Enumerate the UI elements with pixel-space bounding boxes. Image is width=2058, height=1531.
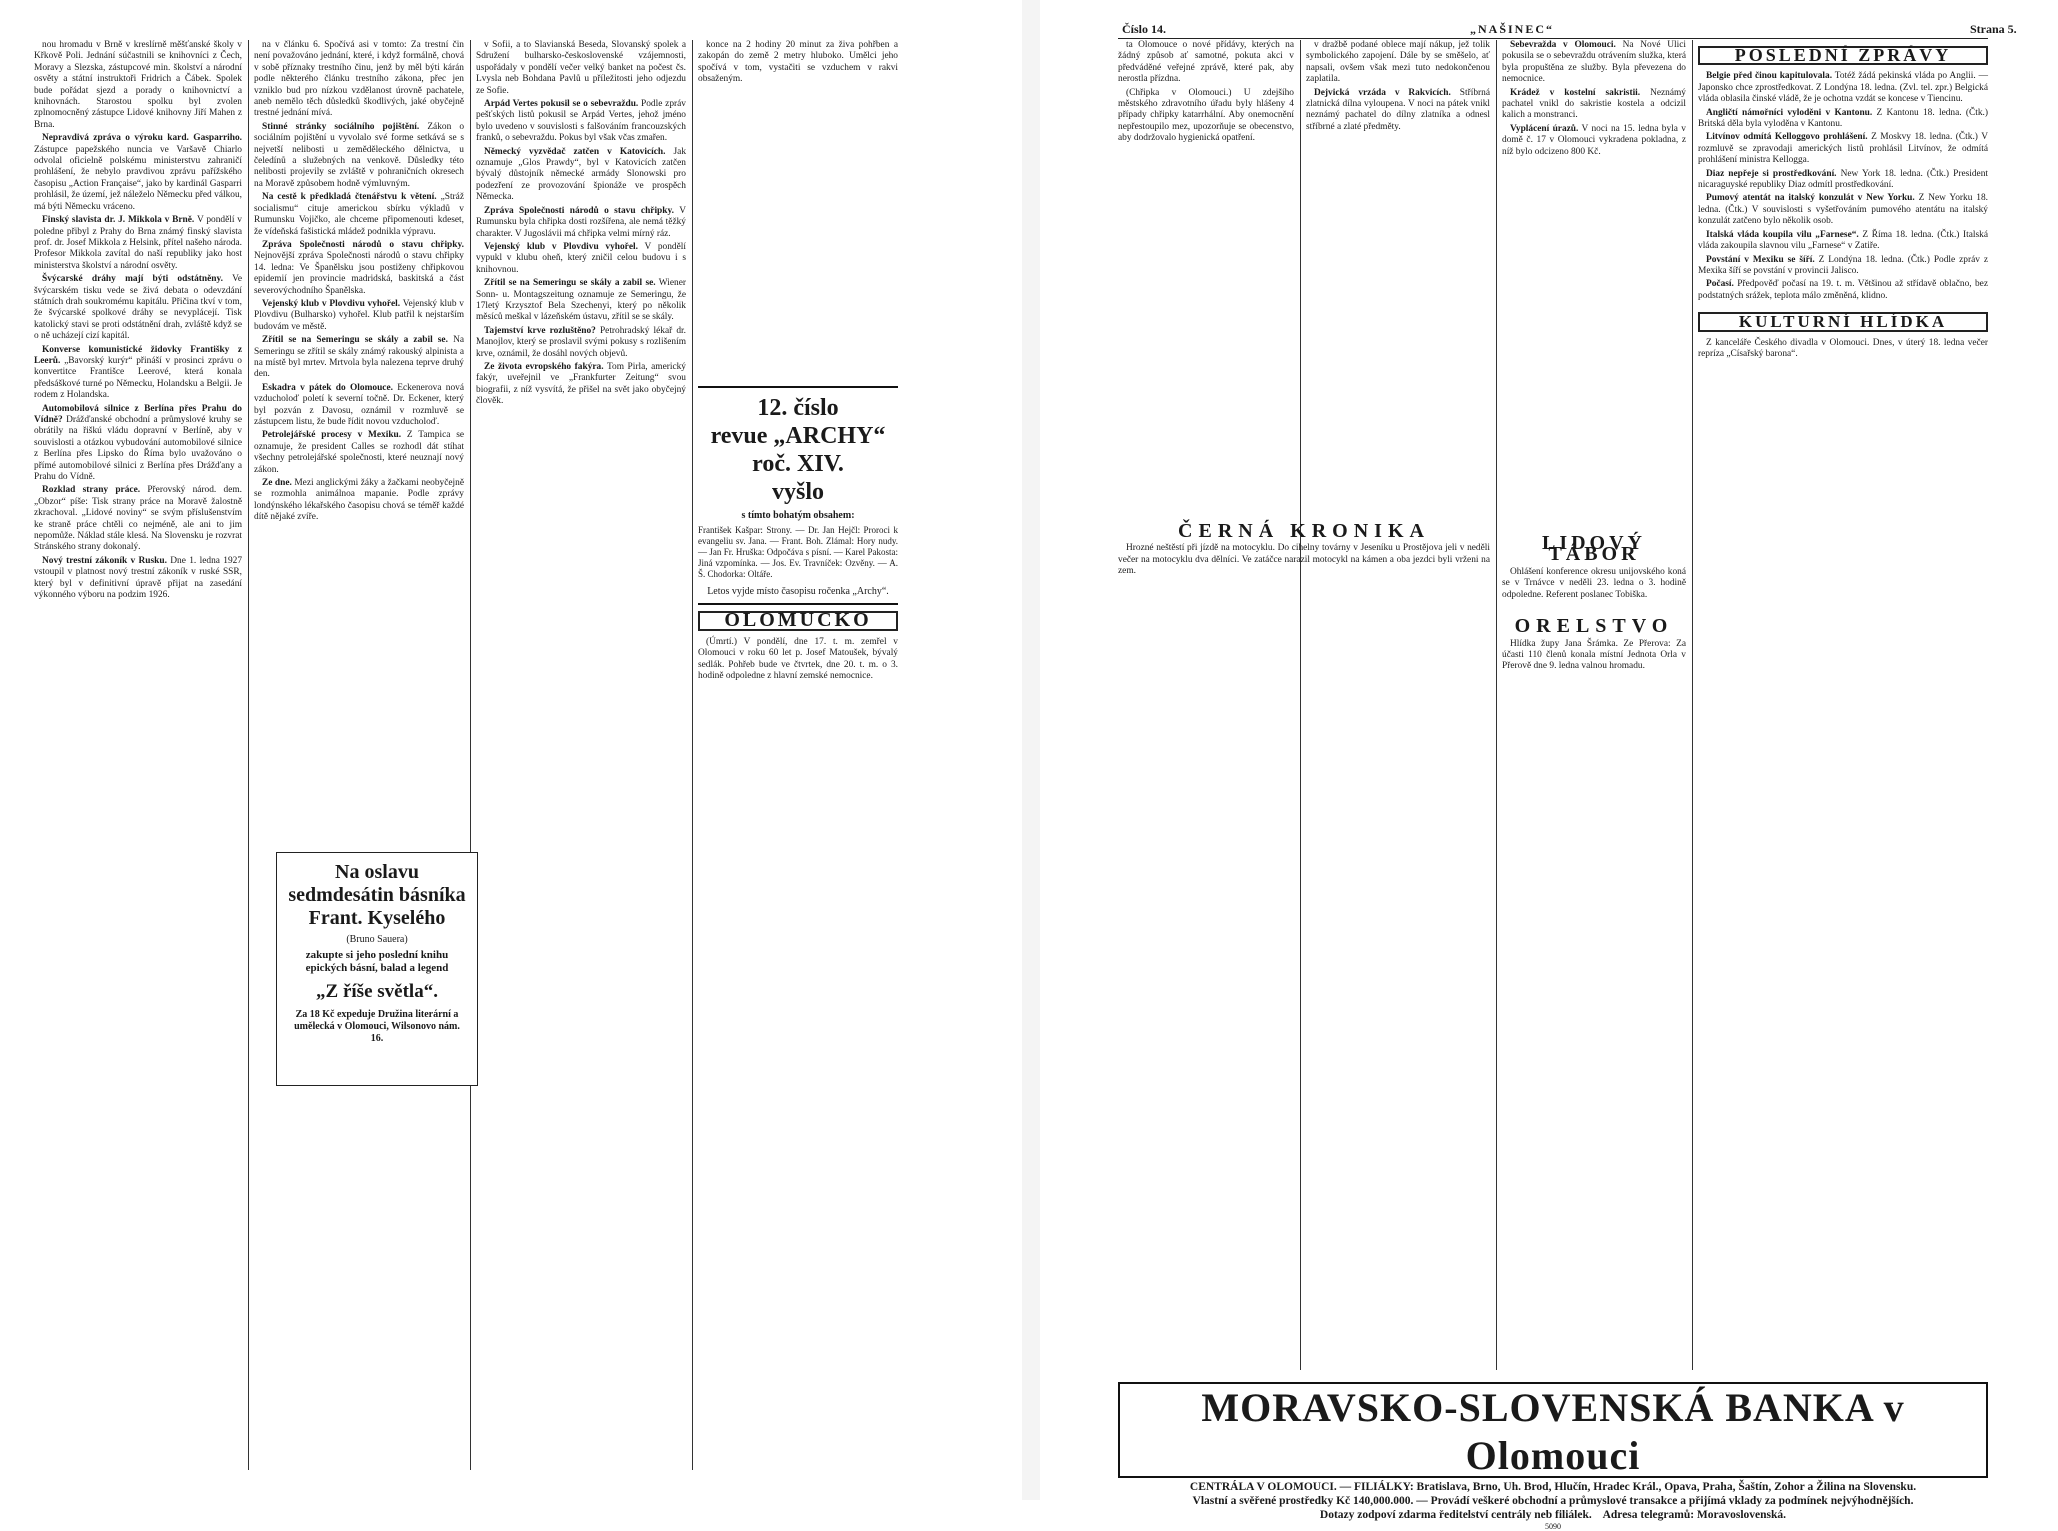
article-text: v Sofii, a to Slavianská Beseda, Slovanský spolek a Sdružení bulharsko-československé vzájemnosti, uspořádaly v pondělí večer velký banket na počest čs. Lvysla neb Bohdana Pavlů u příležitosti jeho odjezdu ze Sofie. (476, 40, 686, 96)
article (254, 192, 464, 238)
article-text: Přerovský národ. dem. „Obzor“ píše: Tisk strany práce na Moravě žalostně zkrachoval. „Lidové noviny“ se svým příslušenstvím ke straně práce chtěli co nejméně, ale ani to jim nepomůže. Náklad stále klesá. Na Slovensku je rozvrat Stránského strany dokonalý. (34, 485, 243, 553)
article-text: Vejenský klub v Plovdivu (Bulharsko) vyhořel. Klub patřil k nejstarším budovám ve městě. (254, 298, 464, 332)
article-text: Z New Yorku 18. ledna. (Čtk.) V souvislosti s vyšetřováním pumového atentátu na italský konzulát zatčeno bylo několik osob. (1698, 193, 1989, 227)
article (476, 242, 686, 276)
cerna-kronika-section (1118, 520, 1490, 720)
article (254, 335, 464, 381)
lidovy-tabor-section (1502, 532, 1686, 601)
article-text: Zákon o sociálním pojištění u vyvolalo své forme setkává se s nejvetší nelibosti u zeměděleckého dělnictva, u čeledínů a služebných na venkově. Důsledky této nelibosti projevily se zvláště v pohraničních okresech na Moravě způsobem hodně výmluvným. (254, 121, 465, 189)
article-heading: Rozklad strany práce. (42, 485, 141, 496)
article (1698, 132, 1988, 166)
article (34, 345, 242, 402)
archy-content: František Kašpar: Strony. — Dr. Jan Hejčl: Proroci k evangeliu sv. Jana. — Frant. Boh. Zlámal: Hory nudy. — Jan Fr. Hruška: Odpočáva s písní. — Karel Pakosta: Jiná vzpomínka. — Jos. Ev. Travníček: Ozvěny. — A. Š. Chodorka: Oltáře. (698, 525, 898, 580)
article-list-col1 (34, 40, 242, 602)
article-text: V Rumunsku byla chřipka dosti rozšířena, ale nemá těžký charakter. V Jugoslávii má chřipka velmi mírný ráz. (476, 205, 686, 239)
article (34, 215, 242, 272)
article (476, 99, 686, 145)
article-text: Stříbrná zlatnická dílna vyloupena. V noci na pátek vnikl neznámý pachatel do dílny zlatníka a odnesl stříbrné a zlaté předměty. (1306, 87, 1490, 132)
right-column-4 (1698, 40, 1988, 1370)
article-heading: Petrolejářské procesy v Mexiku. (262, 430, 402, 441)
bank-branches: CENTRÁLA V OLOMOUCI. — FILIÁLKY: Bratislava, Brno, Uh. Brod, Hlučín, Hradec Král., Opava, Praha, Šaštín, Zohor a Žilina na Slovensku. (1189, 1481, 1917, 1493)
cerna-kronika-text: Hrozné neštěstí při jízdě na motocyklu. Do cihelny továrny v Jeseníku u Prostějova jeli v neděli večer na motocyklu dva dělníci. Ve zatáčce narazil motocykl na kámen a oba jezdci byli vrženi na zem. (1118, 543, 1490, 577)
article-text: Z Moskvy 18. ledna. (Čtk.) V rozmluvě se zpravodaji amerických listů prohlásil Litvínov, že odmítá prohlášení ministra Kellogga. (1698, 132, 1988, 166)
article-heading: Litvínov odmítá Kelloggovo prohlášení. (1706, 132, 1868, 143)
right-page (1040, 0, 2058, 1531)
archy-number: 12. číslo (757, 394, 839, 421)
article (34, 274, 242, 342)
article (34, 404, 242, 484)
article-text: Drážďanské obchodní a průmyslové kruhy se obrátily na řiškú vládu dopravní v Berlíně, aby v souvislosti a otázkou vybudování automobilové silnice z Berlína přes Lipsko do Říma bylo uvažováno o přímé automobilové silnici z Berlína přes Drážďany a Prahu do Vídně. (34, 415, 242, 483)
article-heading: Belgie před činou kapitulovala. (1706, 71, 1833, 82)
article-heading: Vyplácení úrazů. (1510, 123, 1579, 134)
article-heading: Počasí. (1706, 279, 1734, 290)
news-list (1698, 71, 1988, 302)
article-text: v dražbě podané oblece mají nákup, jež tolik symbolického zapojení. Dále by se směšelo, ať napsali, ovšem však mezi tuto nedokončenou zaplatila. (1306, 40, 1490, 85)
article-heading: Sebevražda v Olomouci. (1510, 40, 1616, 50)
archy-sub: s tímto bohatým obsahem: (741, 509, 855, 521)
article (254, 40, 464, 120)
left-column-4 (698, 40, 898, 1470)
article-text: ta Olomouce o nové přídávy, kterých na žádný způsob ať samotné, pokuta akci v předváděné veřejné zprávě, které pak, aby nerostla přízdna. (1118, 40, 1294, 85)
article-heading: Dejvická vrzáda v Rakvicích. (1314, 87, 1451, 98)
article-text: Neznámý pachatel vnikl do sakristie kostela a odcizil kalich a monstranci. (1502, 87, 1686, 121)
kulturni-hlidka-text: Z kanceláře Českého divadla v Olomouci. Dnes, v úterý 18. ledna večer repríza „Císařský barona“. (1698, 337, 1988, 359)
article-text: Totéž žádá pekinská vláda po Anglii. — Japonsko chce zprostředkovat. Z Londýna 18. ledna. (Zvl. tel. zpr.) Belgická vláda oblasila činské vládě, že je ochotna vzdát se koncese v Tiencinu. (1698, 71, 1988, 105)
article-heading: Eskadra v pátek do Olomouce. (262, 382, 393, 393)
article (34, 556, 242, 602)
article-heading: Německý vyzvědač zatčen v Katovicích. (484, 146, 666, 157)
bank-contact (1120, 1508, 1986, 1522)
article-text: Z Tampica se oznamuje, že president Calles se rozhodl dát stíhat všechny petrolejářské společnosti, které neuznají nový zákon. (254, 430, 464, 475)
article-text: nou hromadu v Brně v kreslírně měšťanské školy v Křkově Poli. Jednání súčastnili se knihovníci z Čech, Moravy a Slezska, zástupcové min. školství a národní osvěty a státní instruktoři Fridrich a Čábek. Spolek bude pořádat sjezd a porady o knihovnictví a knihovnách. Starostou spolku byl zvolen zplnomocněný zástupce Lidové knihovny Jiří Mahen z Brna. (34, 40, 242, 130)
article (254, 122, 464, 190)
bank-capital: Vlastní a svěřené prostředky Kč 140,000.000. — Provádí veškeré obchodní a průmyslové transakce a přijímá vklady za podmínek nejvýhodnějších. (1192, 1495, 1914, 1507)
article-text: Podle zpráv pešťských listů pokusil se Arpád Vertes, jehož jméno bylo uvedeno v souvislosti s falšováním francouzských franků, o sebevraždu. Pokus byl však včas zmařen. (476, 99, 686, 144)
article-text: Na Nové Ulici pokusila se o sebevraždu otrávením služka, která byla propuštěna ze služby. Byla převezena do nemocnice. (1502, 40, 1687, 85)
article-heading: Angličtí námořníci vyloděni v Kantonu. (1706, 107, 1873, 118)
article (1698, 279, 1988, 302)
article (1698, 230, 1988, 253)
article-heading: Švýcarské dráhy mají býti odstátněny. (42, 274, 224, 285)
article-heading: Zřítil se na Semeringu se skály a zabil se. (484, 278, 656, 289)
article (254, 240, 464, 297)
article-heading: Vejenský klub v Plovdivu vyhořel. (484, 241, 638, 252)
left-column-1 (34, 40, 242, 1470)
orelstvo-text: Hlídka župy Jana Šrámka. Ze Přerova: Za účasti 110 členů konala místní Jednota Orla v Přerově dne 9. ledna valnou hromadu. (1502, 638, 1686, 672)
article (254, 430, 464, 476)
article-text: V pondělí v poledne přibyl z Prahy do Brna známý finský slavista prof. dr. Josef Mikkola z Helsink, přítel našeho národa. Profesor Mikkola zavítal do naší republiky jako host ministerstva školství a národní osvěty. (34, 215, 242, 271)
column-rule (470, 40, 471, 1470)
left-column-3 (476, 40, 686, 1470)
article-text: Dne 1. ledna 1927 vstoupil v platnost nový trestní zákoník v ruské SSR, který byl v definitivní úpravě přijat na zasedání výkonného výboru na podzim 1926. (34, 555, 243, 601)
article-heading: Na cestě k předkladá čtenářstvu k větení. (262, 192, 437, 203)
article (1698, 71, 1988, 105)
article-heading: Krádež v kostelní sakristii. (1510, 87, 1641, 98)
bank-telegram: Adresa telegramů: Moravoslovenská. (1602, 1509, 1787, 1521)
bank-contact-text: Dotazy zodpoví zdarma ředitelství centrály neb filiálek. (1319, 1509, 1592, 1521)
article (34, 485, 242, 553)
archy-footer: Letos vyjde místo časopisu ročenka „Archy“. (707, 586, 889, 598)
paper-name: „NAŠINEC“ (1470, 22, 1555, 36)
cerna-kronika-heading: ČERNÁ KRONIKA (1178, 520, 1430, 542)
article-heading: Zřítil se na Semeringu se skály a zabil se. (262, 335, 448, 346)
bank-title: MORAVSKO-SLOVENSKÁ BANKA v Olomouci (1201, 1385, 1905, 1478)
article-text: „Stráž socialismu“ cituje americkou sbírku výkladů v Rumunsku Vojičko, ale chceme připomenouti kdeset, že vídeňská fašistická mládež podnikla výpravu. (254, 192, 464, 237)
olomucko-heading: OLOMUCKO (698, 611, 898, 630)
article-heading: Finský slavista dr. J. Mikkola v Brně. (42, 215, 195, 226)
orelstvo-heading: ORELSTVO (1514, 615, 1674, 638)
article-heading: Ze dne. (262, 478, 292, 489)
article-heading: Diaz nepřeje si prostředkování. (1706, 168, 1837, 179)
article-heading: Tajemství krve rozluštěno? (484, 325, 596, 336)
header-rule (1118, 38, 1988, 39)
article-text: Z Londýna 18. ledna. (Čtk.) Podle zpráv z Mexika šíří se povstání v provincii Jalisco. (1698, 254, 1989, 276)
article-text: Eckenerova nová vzducholoď poletí k severní točně. Dr. Eckener, který byl pozván z Davosu, oznámil v rozmluvě se zástupcem listu, že bude řídit novou vzducholoď. (254, 382, 465, 427)
ad-author: (Bruno Sauera) (346, 934, 408, 945)
page-number: Strana 5. (1970, 22, 2017, 36)
article-heading: Vejenský klub v Plovdivu vyhořel. (262, 298, 401, 309)
archy-notice (698, 386, 898, 606)
article-heading: Zpráva Společnosti národů o stavu chřipky. (484, 205, 674, 216)
article (1698, 169, 1988, 192)
article (476, 326, 686, 360)
article-heading: Nový trestní zákoník v Rusku. (42, 555, 167, 566)
article-text: Na Semeringu se zřítil se skály známý rakouský alpinista a na místě byl mrtev. Mrtvola byla nalezena teprve druhý den. (254, 335, 465, 380)
archy-title: revue „ARCHY“ roč. XIV. (710, 422, 886, 477)
article-heading: Stinné stránky sociálního pojištění. (262, 121, 420, 132)
article (254, 299, 464, 333)
article-text: New York 18. ledna. (Čtk.) President nicaraguyské republiky Diaz odmítl prostředkování. (1698, 168, 1989, 191)
article-text: V pondělí vypukl v klubu oheň, který zničil celou budovu i s knihovnou. (476, 241, 686, 275)
article (254, 383, 464, 429)
article-list-col3 (476, 40, 686, 408)
article-text: Z Kantonu 18. ledna. (Čtk.) Britská děla byla vyloděna v Kantonu. (1698, 107, 1988, 130)
article-heading: Ze života evropského fakýra. (484, 361, 604, 372)
article-text: Mezi anglickými žáky a žačkami neobyčejně se rozmohla animálnoa mapanie. Podle zprávy londýnského lékařského časopisu chová se téměř každé dítě nějaké zvíře. (254, 478, 465, 523)
article (476, 40, 686, 97)
orelstvo-section (1502, 615, 1686, 673)
right-column-3 (1502, 40, 1686, 1370)
article-list-col2 (254, 40, 464, 524)
article-heading: Povstání v Mexiku se šíří. (1706, 254, 1815, 265)
lidovy-tabor-text: Ohlášení konference okresu unijovského koná se v Trnávce v neděli 23. ledna o 3. hodině odpoledne. Referent poslanec Tobiška. (1502, 566, 1686, 600)
article-text: Jak oznamuje „Glos Prawdy“, byl v Katovicích zatčen bývalý důstojník německé armády Slonowski pro podezření ze provozování špionáže ve prospěch Německa. (476, 146, 687, 203)
article-text: konce na 2 hodiny 20 minut za živa pohřben a zakopán do země 2 metry hluboko. Umělci jeho spočívá v tom, vystačiti se vzduchem v rakvi obsaženým. (698, 40, 898, 85)
article (1698, 255, 1988, 278)
article-heading: Zpráva Společnosti národů o stavu chřipky. (262, 239, 464, 250)
article-text: Ve švýcarském tisku vede se živá debata o odevzdání státních drah soukromému kapitálu. Přičina tkví v tom, že švýcarské spolkové dráhy se nevyplácejí. Tisk katolický stavi se proti odstátnění drah, zvláště když se o ně ucházejí cizí kapitál. (34, 274, 242, 342)
bank-code: 5090 (1545, 1522, 1561, 1531)
page-gutter (1022, 0, 1040, 1500)
article (476, 147, 686, 204)
bank-advertisement (1118, 1382, 1988, 1531)
column-rule (692, 40, 693, 1470)
left-column-2 (254, 40, 464, 1470)
column-rule (1496, 40, 1497, 1370)
article-text: Nejnovější zpráva Společnosti národů o stavu chřipky 14. ledna: Ve Španělsku jsou postiženy chřipkovou epidemií jen provincie madridská, baskitská a část severovýchodního Španělska. (254, 251, 464, 296)
article (476, 278, 686, 324)
posledni-zpravy-heading: POSLEDNÍ ZPRÁVY (1698, 46, 1988, 65)
article-text: Petrohradský lékař dr. Manojlov, který se proslavil svými pokusy s rozlišením krve, oznámil, že dosáhl nových objevů. (476, 325, 687, 359)
article-heading: Nepravdivá zpráva o výroku kard. Gasparriho. (42, 133, 242, 144)
article-heading: Automobilová silnice z Berlína přes Prahu do Vídně? (34, 403, 242, 425)
article-text: „Bavorský kurýr“ přináší v prosinci zprávu o konvertitce Františce Leerové, která konala předsáškové turné po Německu, Holandsku a Belgii. Je rodem z Holandska. (34, 355, 242, 401)
olomucko-text: (Úmrtí.) V pondělí, dne 17. t. m. zemřel v Olomouci v roku 60 let p. Josef Matoušek, bývalý sedlák. Pohřeb bude ve čtvrtek, dne 20. t. m. o 3. hodině odpoledne z hlavní zemské nemocnice. (698, 636, 898, 682)
article-heading: Pumový atentát na italský konzulát v New Yorku. (1706, 193, 1915, 204)
article-text: Z Říma 18. ledna. (Čtk.) Italská vláda zakoupila slavnou vilu „Farnese“ v Zatiře. (1698, 229, 1989, 252)
article-text: Zástupce papežského nuncia ve Varšavě Chiarlo odvolal oficielně polskému ministerstvu zahraničí prohlášení, že nebylo pravdivou zprávu pařížského časopisu „Action Française“, jako by kardinál Gasparri prohlásil, že území, jež náleželo Německu před válkou, má býti Německu vráceno. (34, 144, 242, 212)
article-text: Tom Pirla, americký fakýr, uveřejnil ve „Frankfurter Zeitung“ svou biografii, z níž vysvítá, že přišel na svět jako obyčejný člověk. (476, 361, 686, 407)
archy-published: vyšlo (771, 478, 824, 505)
article (476, 206, 686, 240)
article (34, 40, 242, 131)
article-heading: Konverse komunistické židovky Františky z Leerů. (34, 344, 242, 366)
article-text: V noci na 15. ledna byla v domě č. 17 v Olomouci vykradena pokladna, z níž bylo odcizeno 800 Kč. (1502, 123, 1686, 157)
article (476, 362, 686, 408)
column-rule (248, 40, 249, 1470)
ad-line: zakupte si jeho poslední knihu epických básní, balad a legend (305, 949, 449, 974)
article (1698, 193, 1988, 227)
article-heading: Arpád Vertes pokusil se o sebevraždu. (484, 99, 639, 110)
ad-offer: Za 18 Kč expeduje Družina literární a umělecká v Olomouci, Wilsonovo nám. 16. (294, 1009, 460, 1044)
article-text: Wiener Sonn- u. Montagszeitung oznamuje ze Semeringu, že 17letý Krzysztof Bela Szechenyi, který po několik měsíců meškal v lázeňském ústavu, zřítil se se skály. (476, 278, 686, 323)
article-text: (Chřipka v Olomouci.) U zdejšího městského zdravotního úřadu byly hlášeny 4 případy chřipky katarrhální. Aby onemocnění nepřestoupilo mez, upozorňuje se obecenstvo, aby dodržovalo hygienická opatření. (1118, 87, 1294, 144)
verse-advertisement (276, 852, 478, 1086)
ad-book-title: „Z říše světla“. (316, 981, 438, 1002)
article (1698, 108, 1988, 131)
lidovy-tabor-heading: LIDOVÝ TÁBOR (1541, 532, 1646, 566)
article (34, 133, 242, 213)
article-text: na v článku 6. Spočívá asi v tomto: Za trestní čin není považováno jednání, které, i když formálně, chová v sobě příznaky trestního činu, jenž by měl býti kárán podle některého článku trestního zákona, přec jen vzniklo bud pro nízkou vzdělanost úrovně pachatele, aneb nemělo těch důsledků škodlivých, jaké obyčejně trestné jednání mívá. (254, 40, 464, 119)
article-heading: Italská vláda koupila vilu „Farnese“. (1706, 229, 1859, 240)
ad-title: Na oslavu sedmdesátin básníka Frant. Kyselého (288, 861, 466, 929)
kulturni-hlidka-heading: KULTURNÍ HLÍDKA (1698, 312, 1988, 331)
article (254, 478, 464, 524)
left-page (0, 0, 1022, 1500)
folio-number: Číslo 14. (1122, 22, 1167, 36)
article-text: Předpověď počasí na 19. t. m. Většinou až střídavě oblačno, bez podstatných srážek, teplota málo změněná, klidno. (1698, 279, 1988, 301)
column-rule (1692, 40, 1693, 1370)
